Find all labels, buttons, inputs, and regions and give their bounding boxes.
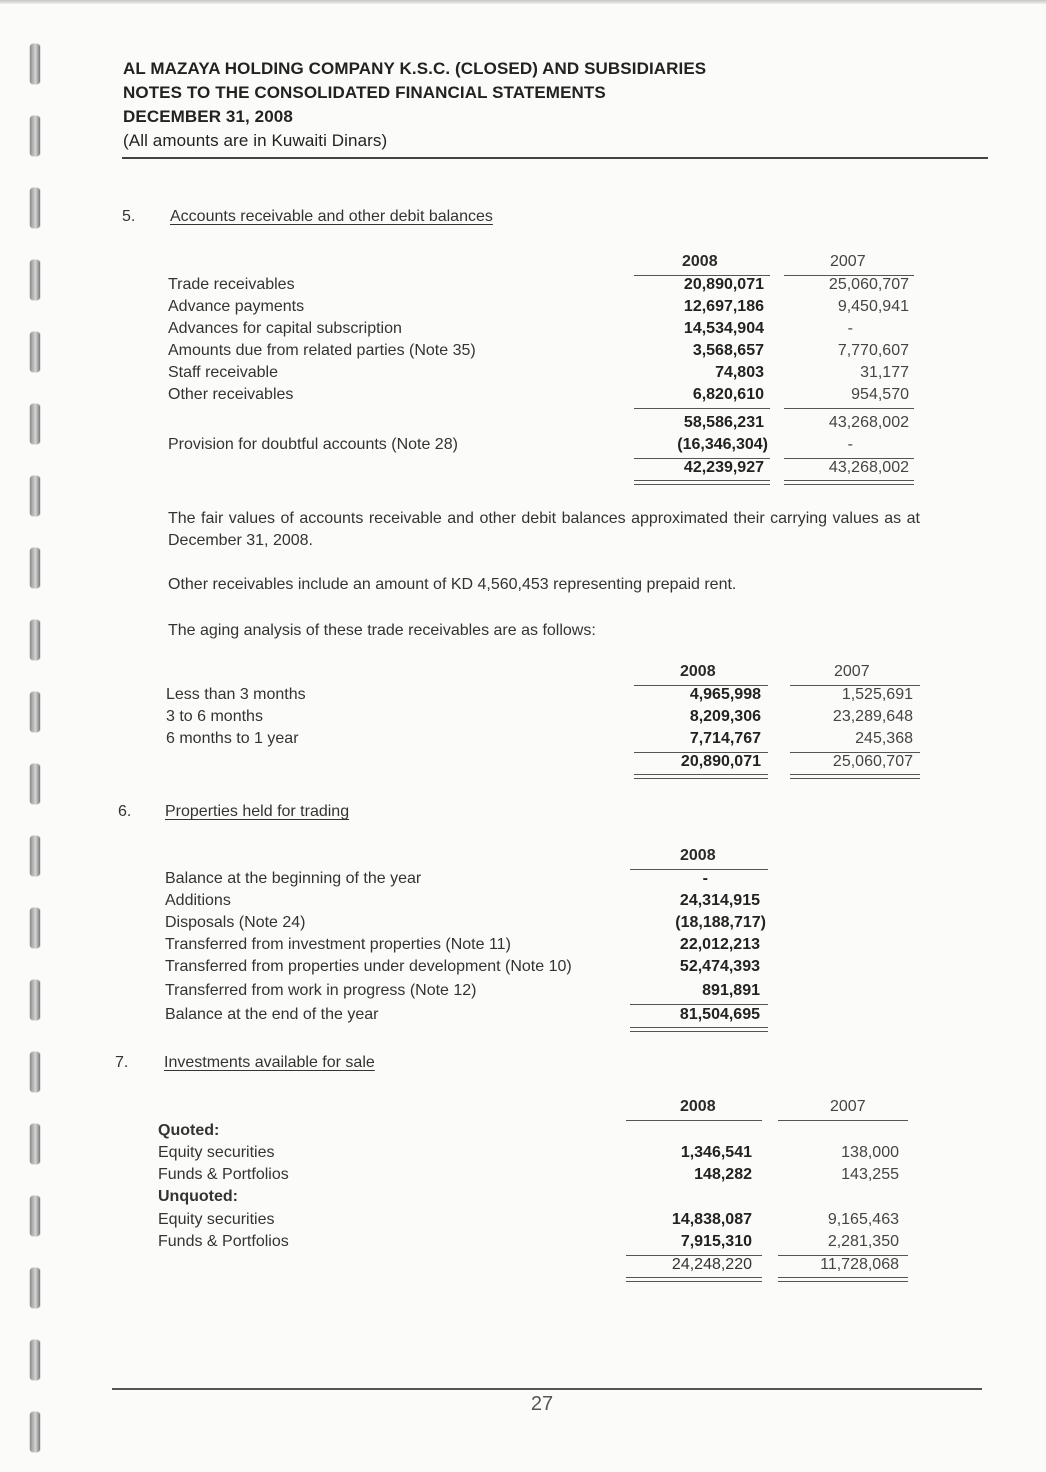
table-cell-2008: 14,838,087	[671, 1211, 752, 1228]
binding-ring	[30, 1196, 40, 1236]
subtotal-2007: 43,268,002	[828, 414, 909, 431]
table-cell-2007: 23,289,648	[832, 708, 913, 725]
table-row-label: 3 to 6 months	[166, 708, 263, 725]
table-cell-2008: 891,891	[702, 982, 760, 999]
table-cell-2008: 22,012,213	[679, 936, 760, 953]
note7-header-rule-2007	[778, 1120, 908, 1121]
table-cell-2008: 52,474,393	[679, 958, 760, 975]
provision-2007: -	[847, 436, 853, 453]
table-cell-2008: 20,890,071	[683, 276, 764, 293]
table-cell-2008: 8,209,306	[689, 708, 761, 725]
table-cell-2008: (18,188,717)	[675, 914, 766, 931]
binding-ring	[30, 404, 40, 444]
provision-label: Provision for doubtful accounts (Note 28)	[168, 436, 458, 453]
note6-col-2008: 2008	[680, 847, 716, 864]
note6-double-rule	[630, 1027, 768, 1032]
quoted-heading: Quoted:	[158, 1122, 220, 1139]
table-row-label: Balance at the beginning of the year	[165, 870, 422, 887]
table-cell-2007: 9,165,463	[827, 1211, 899, 1228]
note7-title: Investments available for sale	[164, 1054, 375, 1071]
table-row-label: Equity securities	[158, 1211, 275, 1228]
table-cell-2008: 74,803	[715, 364, 764, 381]
statement-date: DECEMBER 31, 2008	[123, 107, 293, 126]
binding-ring	[30, 1268, 40, 1308]
table-row-label: Other receivables	[168, 386, 294, 403]
note6-title: Properties held for trading	[165, 803, 350, 820]
aging-total-2008: 20,890,071	[680, 753, 761, 770]
total-double-rule-2007	[784, 480, 914, 485]
note7-col-2007: 2007	[830, 1098, 866, 1115]
table-cell-2007: 1,525,691	[841, 686, 913, 703]
aging-col-2007: 2007	[834, 663, 870, 680]
table-row-label: Additions	[165, 892, 231, 909]
note5-paragraph-prepaid-rent: Other receivables include an amount of KD 4,560,453 representing prepaid rent.	[168, 576, 737, 593]
binding-ring	[30, 764, 40, 804]
table-cell-2007: 9,450,941	[837, 298, 909, 315]
table-row-label: Transferred from investment properties (Note 11)	[165, 936, 511, 953]
table-row-label: Trade receivables	[168, 276, 295, 293]
note7-number: 7.	[115, 1054, 129, 1071]
note6-number: 6.	[118, 803, 132, 820]
table-cell-2007: 138,000	[841, 1144, 899, 1161]
subtotal-rule-2007	[784, 408, 914, 409]
note7-double-rule-2008	[626, 1277, 762, 1282]
aging-double-rule-2008	[634, 774, 768, 779]
note7-total-2008: 24,248,220	[671, 1256, 752, 1273]
table-cell-2007: 31,177	[860, 364, 909, 381]
table-row-label: Transferred from work in progress (Note 12)	[165, 982, 477, 999]
note7-col-2008: 2008	[680, 1098, 716, 1115]
table-cell-2007: 25,060,707	[828, 276, 909, 293]
table-cell-2007: 143,255	[841, 1166, 899, 1183]
binding-ring	[30, 908, 40, 948]
currency-note: (All amounts are in Kuwaiti Dinars)	[123, 131, 388, 150]
aging-double-rule-2007	[790, 774, 920, 779]
aging-total-2007: 25,060,707	[832, 753, 913, 770]
table-cell-2007: -	[847, 320, 853, 337]
binding-ring	[30, 332, 40, 372]
note6-header-rule	[630, 869, 768, 870]
note5-paragraph-aging-intro: The aging analysis of these trade receivables are as follows:	[168, 622, 596, 639]
note7-total-2007: 11,728,068	[820, 1256, 899, 1273]
table-cell-2008: 81,504,695	[679, 1006, 760, 1023]
table-cell-2008: 1,346,541	[680, 1144, 752, 1161]
binding-ring	[30, 1412, 40, 1452]
table-row-label: Amounts due from related parties (Note 35)	[168, 342, 476, 359]
table-cell-2008: 3,568,657	[692, 342, 764, 359]
note5-col-2008: 2008	[682, 253, 718, 270]
document-title: NOTES TO THE CONSOLIDATED FINANCIAL STATEMENTS	[123, 83, 606, 102]
page-top-edge	[0, 0, 1046, 4]
table-row-label: Transferred from properties under development (Note 10)	[165, 958, 572, 975]
binding-ring	[30, 548, 40, 588]
table-row-label: Less than 3 months	[166, 686, 306, 703]
binding-ring	[30, 1052, 40, 1092]
note5-number: 5.	[122, 208, 136, 225]
note6-total-rule	[630, 1004, 768, 1005]
footer-rule	[112, 1388, 982, 1390]
total-2007: 43,268,002	[828, 459, 909, 476]
page-number: 27	[530, 1393, 554, 1415]
table-cell-2007: 954,570	[851, 386, 909, 403]
note5-col-2007: 2007	[830, 253, 866, 270]
provision-2008: (16,346,304)	[677, 436, 768, 453]
note5-paragraph-fair-value: The fair values of accounts receivable and other debit balances approximated their carrying values as at December 31, 2008.	[168, 510, 920, 549]
binding-ring	[30, 692, 40, 732]
total-double-rule-2008	[634, 480, 770, 485]
table-cell-2007: 245,368	[855, 730, 913, 747]
binding-ring	[30, 476, 40, 516]
table-cell-2008: 4,965,998	[689, 686, 761, 703]
table-row-label: 6 months to 1 year	[166, 730, 299, 747]
note5-title: Accounts receivable and other debit balances	[170, 208, 493, 225]
table-cell-2008: 7,714,767	[689, 730, 761, 747]
aging-col-2008: 2008	[680, 663, 716, 680]
table-cell-2008: 6,820,610	[692, 386, 764, 403]
table-row-label: Balance at the end of the year	[165, 1006, 379, 1023]
binding-ring	[30, 44, 40, 84]
binding-ring	[30, 116, 40, 156]
binding-ring	[30, 836, 40, 876]
table-row-label: Advance payments	[168, 298, 305, 315]
table-row-label: Staff receivable	[168, 364, 278, 381]
table-row-label: Disposals (Note 24)	[165, 914, 306, 931]
table-row-label: Advances for capital subscription	[168, 320, 402, 337]
table-cell-2007: 7,770,607	[837, 342, 909, 359]
table-row-label: Equity securities	[158, 1144, 275, 1161]
binding-ring	[30, 188, 40, 228]
binding-ring	[30, 620, 40, 660]
binding-ring	[30, 980, 40, 1020]
binding-ring	[30, 1124, 40, 1164]
binding-ring	[30, 260, 40, 300]
note7-double-rule-2007	[778, 1277, 908, 1282]
note7-header-rule-2008	[626, 1120, 762, 1121]
subtotal-2008: 58,586,231	[683, 414, 764, 431]
table-cell-2008: 12,697,186	[683, 298, 764, 315]
binding-ring	[30, 1340, 40, 1380]
table-cell-2008: 24,314,915	[679, 892, 760, 909]
subtotal-rule-2008	[634, 408, 770, 409]
company-name: AL MAZAYA HOLDING COMPANY K.S.C. (CLOSED) AND SUBSIDIARIES	[123, 59, 707, 78]
table-cell-2008: 148,282	[694, 1166, 752, 1183]
table-cell-2007: 2,281,350	[827, 1233, 899, 1250]
table-cell-2008: -	[702, 870, 708, 887]
total-2008: 42,239,927	[683, 459, 764, 476]
table-cell-2008: 14,534,904	[683, 320, 764, 337]
table-cell-2008: 7,915,310	[680, 1233, 752, 1250]
table-row-label: Funds & Portfolios	[158, 1166, 289, 1183]
header-rule	[122, 157, 988, 159]
unquoted-heading: Unquoted:	[158, 1188, 238, 1205]
table-row-label: Funds & Portfolios	[158, 1233, 289, 1250]
